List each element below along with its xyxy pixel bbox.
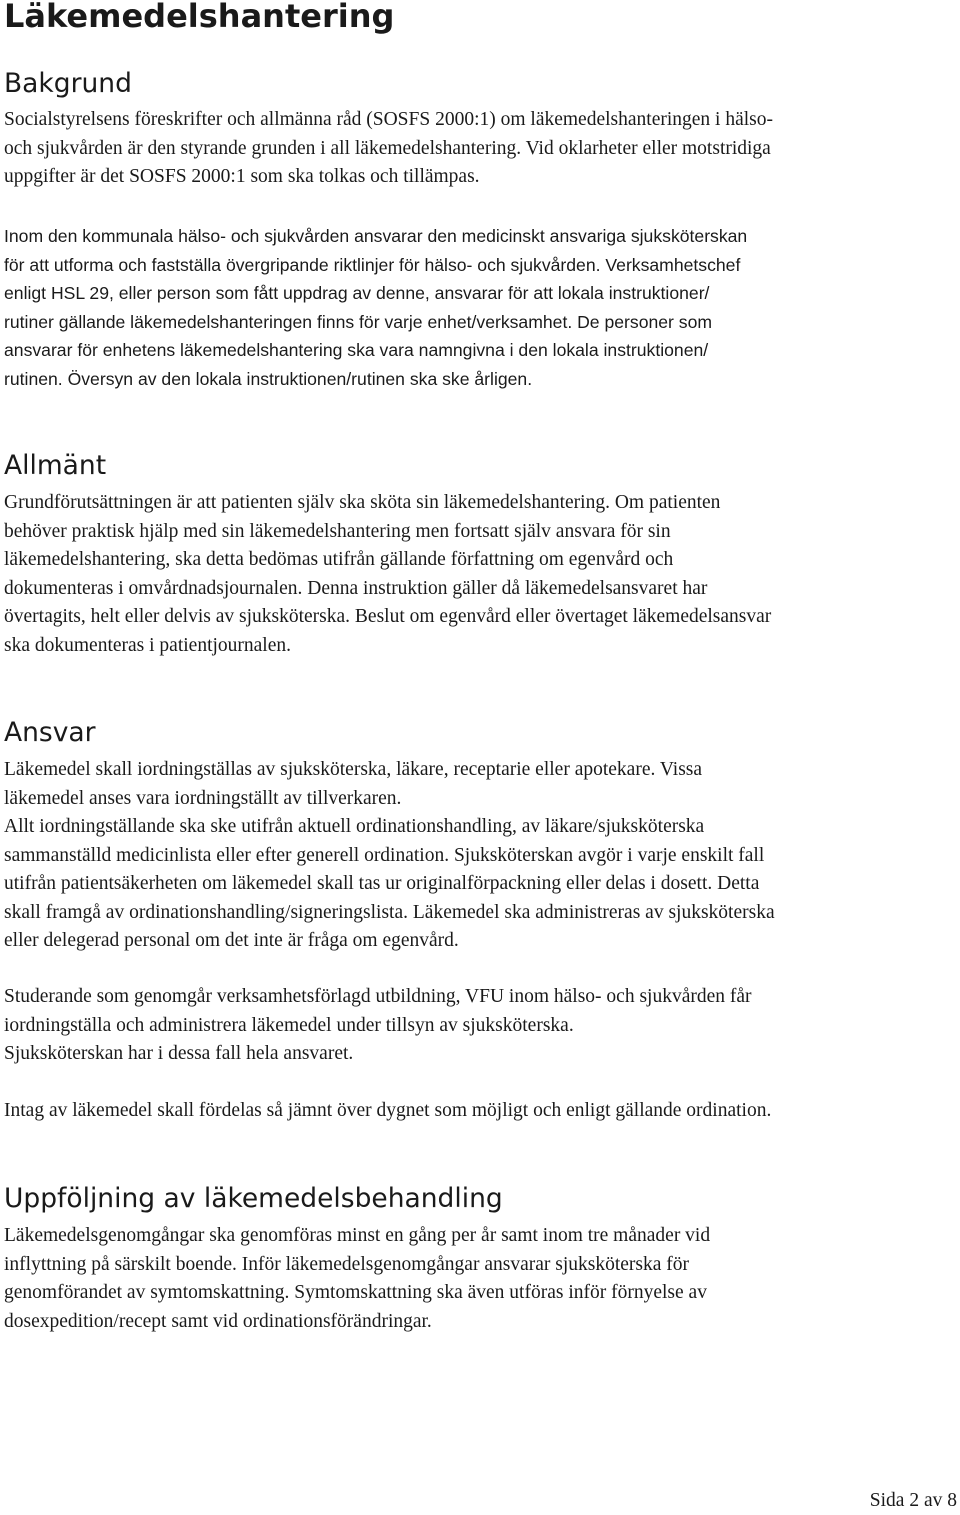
ansvar-paragraph-2 xyxy=(4,983,960,1069)
allmant-paragraph-1 xyxy=(4,489,960,660)
bakgrund-paragraph-1 xyxy=(4,106,960,192)
text-line: ansvarar för enhetens läkemedelshantering ska vara namngivna i den lokala instruktionen/ xyxy=(4,340,709,360)
text-line: genomförandet av symtomskattning. Symtomskattning ska även utföras inför förnyelse av xyxy=(4,1282,707,1303)
text-line: Sjuksköterskan har i dessa fall hela ansvaret. xyxy=(4,1043,354,1064)
text-line: läkemedel anses vara iordningställt av tillverkaren. xyxy=(4,787,402,809)
ansvar-paragraph-1 xyxy=(4,756,960,956)
heading-bakgrund: Bakgrund xyxy=(4,68,132,99)
text-line: behöver praktisk hjälp med sin läkemedelshantering men fortsatt själv ansvara för sin xyxy=(4,520,671,542)
document-title: Läkemedelshantering xyxy=(4,0,395,35)
text-line: skall framgå av ordinationshandling/signeringslista. Läkemedel ska administreras av sjuksköterska xyxy=(4,901,775,923)
text-line: för att utforma och fastställa övergripande riktlinjer för hälso- och sjukvården. Verksamhetschef xyxy=(4,254,741,275)
text-line: Studerande som genomgår verksamhetsförlagd utbildning, VFU inom hälso- och sjukvården får xyxy=(4,986,752,1007)
heading-allmant: Allmänt xyxy=(4,450,107,481)
text-line: läkemedelshantering, ska detta bedömas utifrån gällande författning om egenvård och xyxy=(4,549,674,570)
text-line: Inom den kommunala hälso- och sjukvården ansvarar den medicinskt ansvariga sjuksköterskan xyxy=(4,226,748,246)
text-line: Socialstyrelsens föreskrifter och allmänna råd (SOSFS 2000:1) om läkemedelshanteringen i hälso- xyxy=(4,109,773,130)
text-line: dosexpedition/recept samt vid ordinationsförändringar. xyxy=(4,1310,432,1332)
text-line: uppgifter är det SOSFS 2000:1 som ska tolkas och tillämpas. xyxy=(4,166,480,187)
text-line: enligt HSL 29, eller person som fått uppdrag av denne, ansvarar för att lokala instruktioner/ xyxy=(4,283,710,303)
text-line: Läkemedelsgenomgångar ska genomföras minst en gång per år samt inom tre månader vid xyxy=(4,1225,711,1246)
text-line: ska dokumenteras i patientjournalen. xyxy=(4,634,291,656)
text-line: rutiner gällande läkemedelshanteringen finns för varje enhet/verksamhet. De personer som xyxy=(4,311,713,332)
text-line: Grundförutsättningen är att patienten själv ska sköta sin läkemedelshantering. Om patienten xyxy=(4,492,721,513)
text-line: Intag av läkemedel skall fördelas så jämnt över dygnet som möjligt och enligt gällande ordination. xyxy=(4,1100,772,1121)
text-line: utifrån patientsäkerheten om läkemedel skall tas ur originalförpackning eller delas i dosett. Detta xyxy=(4,873,760,894)
text-line: och sjukvården är den styrande grunden i all läkemedelshantering. Vid oklarheter eller motstridiga xyxy=(4,137,771,159)
ansvar-paragraph-3 xyxy=(4,1097,960,1126)
text-line: rutinen. Översyn av den lokala instruktionen/rutinen ska ske årligen. xyxy=(4,368,533,389)
uppfoljning-paragraph-1 xyxy=(4,1222,960,1336)
heading-ansvar: Ansvar xyxy=(4,717,96,748)
text-line: sammanställd medicinlista eller efter generell ordination. Sjuksköterskan avgör i varje enskilt fall xyxy=(4,844,765,866)
heading-uppfoljning: Uppföljning av läkemedelsbehandling xyxy=(4,1183,503,1214)
page-number: Sida 2 av 8 xyxy=(869,1490,957,1511)
text-line: Allt iordningställande ska ske utifrån aktuell ordinationshandling, av läkare/sjuksköterska xyxy=(4,816,705,837)
text-line: dokumenteras i omvårdnadsjournalen. Denna instruktion gäller då läkemedelsansvaret har xyxy=(4,577,708,599)
bakgrund-paragraph-2 xyxy=(4,222,960,393)
text-line: Läkemedel skall iordningställas av sjuksköterska, läkare, receptarie eller apotekare. Vissa xyxy=(4,759,703,780)
text-line: övertagits, helt eller delvis av sjuksköterska. Beslut om egenvård eller övertaget läkemedelsansvar xyxy=(4,606,772,627)
text-line: inflyttning på särskilt boende. Inför läkemedelsgenomgångar ansvarar sjuksköterska för xyxy=(4,1253,690,1275)
text-line: eller delegerad personal om det inte är fråga om egenvård. xyxy=(4,930,459,951)
text-line: iordningställa och administrera läkemedel under tillsyn av sjuksköterska. xyxy=(4,1014,574,1036)
